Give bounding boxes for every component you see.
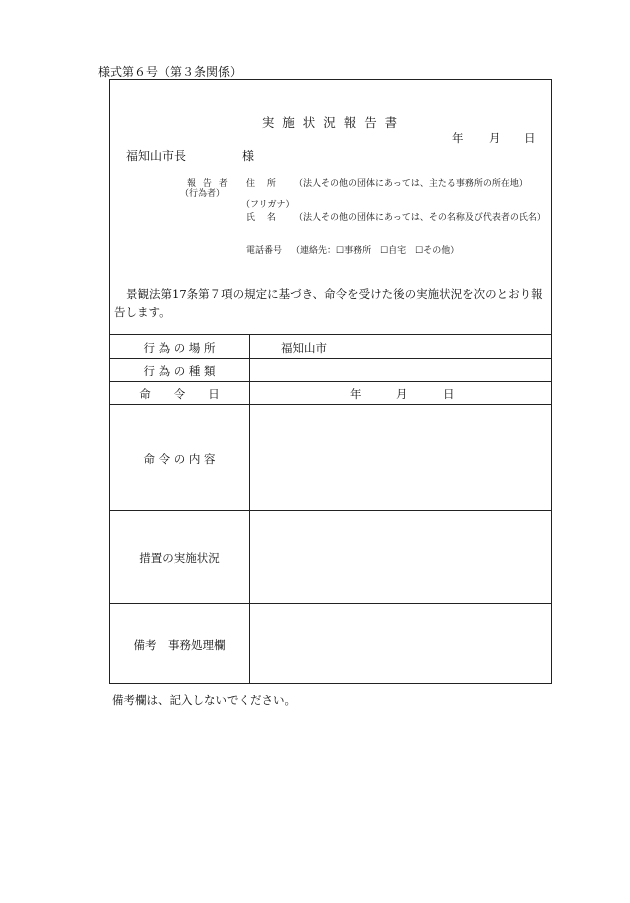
footnote: 備考欄は、記入しないでください。 — [112, 693, 296, 707]
order-date-year: 年 — [350, 387, 362, 401]
order-content-label: 命 令 の 内 容 — [143, 452, 216, 466]
order-date-day: 日 — [443, 387, 455, 401]
address-label: 住 所 — [246, 179, 276, 189]
remarks-label: 備考 事務処理欄 — [133, 638, 226, 652]
reporter-label: 報 告 者 — [187, 179, 230, 189]
order-date-label: 命 令 日 — [139, 387, 220, 401]
measures-field[interactable] — [251, 512, 550, 601]
row-divider — [110, 603, 552, 604]
phone-note: （連絡先：☐事務所 ☐自宅 ☐その他） — [291, 246, 460, 256]
addressee: 福知山市長 — [126, 149, 187, 163]
row-divider — [110, 404, 552, 405]
row-divider — [110, 381, 552, 382]
honorific: 様 — [242, 149, 255, 163]
place-label: 行 為 の 場 所 — [143, 341, 216, 355]
order-content-field[interactable] — [251, 406, 550, 508]
phone-label: 電話番号 — [246, 246, 283, 256]
report-body-text: 景観法第17条第７項の規定に基づき、命令を受けた後の実施状況を次のとおり報告します。 — [114, 287, 543, 319]
furigana-label: （フリガナ） — [241, 200, 295, 210]
header-year-label: 年 — [452, 131, 464, 145]
actor-label: （行為者） — [180, 189, 226, 199]
row-divider — [110, 510, 552, 511]
row-divider — [110, 358, 552, 359]
form-title: 実 施 状 況 報 告 書 — [261, 115, 400, 130]
column-divider — [249, 334, 250, 684]
measures-label: 措置の実施状況 — [139, 551, 220, 565]
name-label: 氏 名 — [246, 213, 276, 223]
type-value-field[interactable] — [251, 360, 550, 379]
address-note: （法人その他の団体にあっては、主たる事務所の所在地） — [294, 179, 528, 189]
header-month-label: 月 — [489, 131, 501, 145]
form-number: 様式第６号（第３条関係） — [98, 65, 243, 79]
remarks-field — [251, 605, 550, 682]
place-value: 福知山市 — [281, 341, 327, 355]
table-top-border — [110, 334, 552, 335]
header-day-label: 日 — [524, 131, 536, 145]
order-date-month: 月 — [396, 387, 408, 401]
name-note: （法人その他の団体にあっては、その名称及び代表者の氏名） — [294, 213, 546, 223]
type-label: 行 為 の 種 類 — [143, 364, 216, 378]
